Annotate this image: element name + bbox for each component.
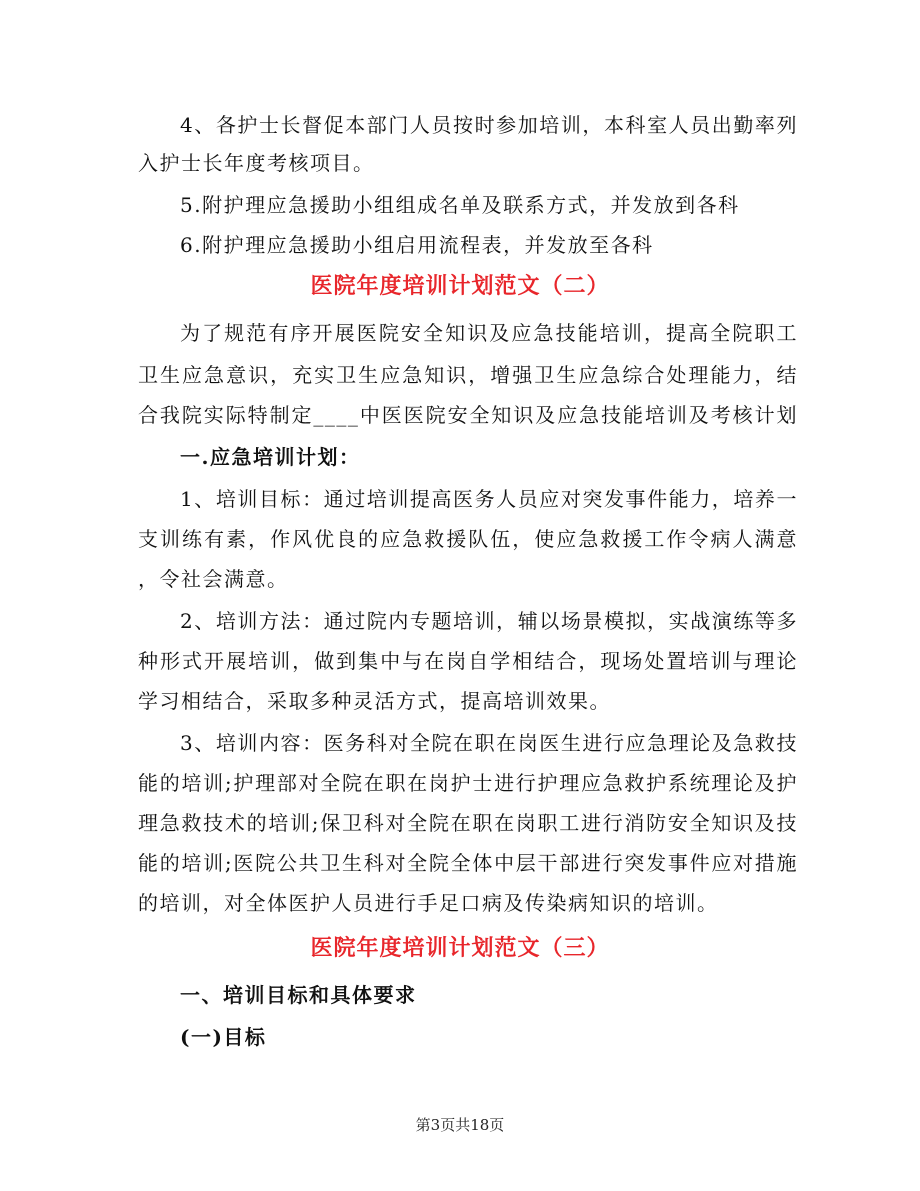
content-line1: 3、培训内容：医务科对全院在职在岗医生进行应急理论及急救技 xyxy=(180,731,798,755)
page-number: 第3页共18页 xyxy=(415,1116,505,1134)
method-line2: 种形式开展培训，做到集中与在岗自学相结合，现场处置培训与理论 xyxy=(138,649,798,673)
item6: 6.附护理应急援助小组启用流程表，并发放至各科 xyxy=(180,233,654,257)
content-line3: 理急救技术的培训;保卫科对全院在职在岗职工进行消防安全知识及技 xyxy=(138,811,798,835)
content-line4: 能的培训;医院公共卫生科对全院全体中层干部进行突发事件应对措施 xyxy=(138,851,798,875)
section2-intro-line1: 为了规范有序开展医院安全知识及应急技能培训，提高全院职工 xyxy=(180,321,798,345)
method-line3: 学习相结合，采取多种灵活方式，提高培训效果。 xyxy=(138,689,611,713)
section3-title: 医院年度培训计划范文（三） xyxy=(310,935,610,961)
section2-intro-line2: 卫生应急意识，充实卫生应急知识，增强卫生应急综合处理能力，结 xyxy=(138,363,798,387)
section2-intro-line3: 合我院实际特制定____中医医院安全知识及应急技能培训及考核计划 xyxy=(138,403,798,427)
content-line2: 能的培训;护理部对全院在职在岗护士进行护理应急救护系统理论及护 xyxy=(138,771,798,795)
goal-line3: ，令社会满意。 xyxy=(138,567,289,591)
goal-line1: 1、培训目标：通过培训提高医务人员应对突发事件能力，培养一 xyxy=(180,487,798,511)
section3-subheading1: 一、培训目标和具体要求 xyxy=(180,983,417,1007)
content-line5: 的培训，对全体医护人员进行手足口病及传染病知识的培训。 xyxy=(138,891,719,915)
item4-line1: 4、各护士长督促本部门人员按时参加培训，本科室人员出勤率列 xyxy=(180,113,798,137)
item5: 5.附护理应急援助小组组成名单及联系方式，并发放到各科 xyxy=(180,193,740,217)
plan-heading: 一.应急培训计划： xyxy=(180,445,361,469)
goal-line2: 支训练有素，作风优良的应急救援队伍，使应急救援工作令病人满意 xyxy=(138,527,798,551)
method-line1: 2、培训方法：通过院内专题培训，辅以场景模拟，实战演练等多 xyxy=(180,609,798,633)
item4-line2: 入护士长年度考核项目。 xyxy=(138,151,375,175)
section2-title: 医院年度培训计划范文（二） xyxy=(310,273,610,299)
section3-subheading2: (一)目标 xyxy=(180,1025,267,1049)
